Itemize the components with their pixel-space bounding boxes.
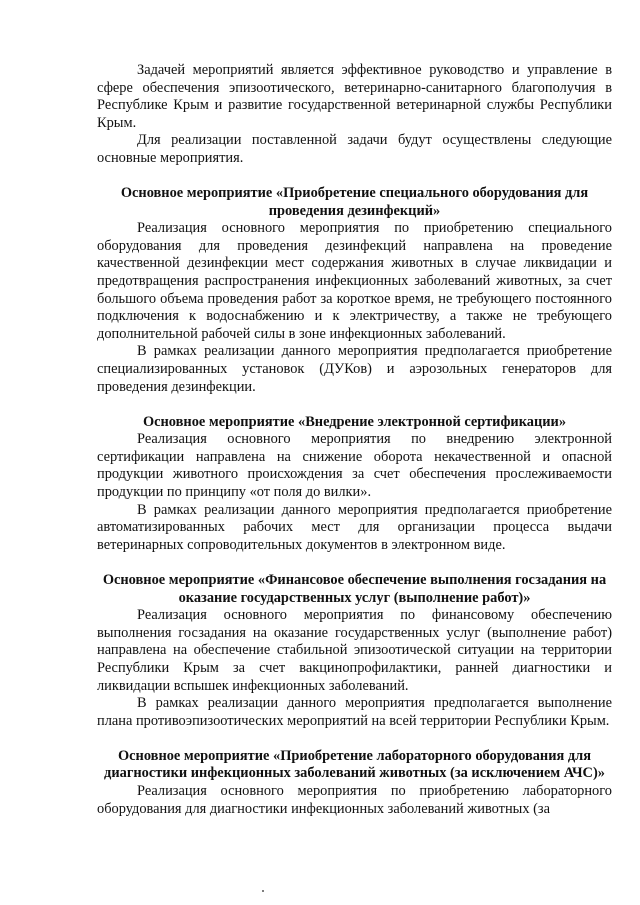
spacer: [97, 730, 612, 748]
intro-paragraph-2: Для реализации поставленной задачи будут осуществлены следующие основные мероприятия.: [97, 132, 612, 166]
spacer: [97, 396, 612, 414]
section-paragraph: В рамках реализации данного мероприятия предполагается приобретение автоматизированных рабочих мест для организации процесса выдачи ветеринарных сопроводительных документов в электронном виде.: [97, 501, 612, 553]
intro-paragraph-1: Задачей мероприятий является эффективное руководство и управление в сфере обеспечения эпизоотического, ветеринарно-санитарного благополучия в Республике Крым и развитие государственной ветеринарной службы Республики Крым.: [97, 62, 612, 131]
section-heading-disinfection-equipment: Основное мероприятие «Приобретение специального оборудования для проведения дезинфекций»: [120, 185, 589, 219]
section-paragraph: Реализация основного мероприятия по приобретению специального оборудования для проведения дезинфекций направлена на проведение качественной дезинфекции мест содержания животных в случае ликвидации и предотвращения распространения инфекционных заболеваний животных, за счет большого объема проведения работ за короткое время, не требующего постоянного подключения к водоснабжению и к электричеству, а также не требующего дополнительной рабочей силы в зоне инфекционных заболеваний.: [97, 220, 612, 342]
section-heading-electronic-certification: Основное мероприятие «Внедрение электронной сертификации»: [142, 413, 567, 430]
section-paragraph: Реализация основного мероприятия по финансовому обеспечению выполнения госзадания на оказание государственных услуг (выполнение работ) направлена на обеспечение стабильной эпизоотической ситуации на территории Республики Крым за счет вакцинопрофилактики, ранней диагностики и ликвидации вспышек инфекционных заболеваний.: [97, 607, 612, 694]
section-paragraph: В рамках реализации данного мероприятия предполагается приобретение специализированных установок (ДУКов) и аэрозольных генераторов для проведения дезинфекции.: [97, 343, 612, 395]
section-heading-state-assignment-funding: Основное мероприятие «Финансовое обеспечение выполнения госзадания на оказание государственных услуг (выполнение работ)»: [102, 571, 607, 606]
section-paragraph: В рамках реализации данного мероприятия предполагается выполнение плана противоэпизоотических мероприятий на всей территории Республики Крым.: [97, 695, 612, 729]
scan-speck: [262, 890, 264, 892]
section-heading-laboratory-equipment: Основное мероприятие «Приобретение лабораторного оборудования для диагностики инфекционных заболеваний животных (за исключением АЧС)»: [104, 747, 605, 782]
section-paragraph: Реализация основного мероприятия по приобретению лабораторного оборудования для диагностики инфекционных заболеваний животных (за: [97, 782, 612, 817]
section-paragraph: Реализация основного мероприятия по внедрению электронной сертификации направлена на снижение оборота некачественной и опасной продукции животного происхождения за счет обеспечения прослеживаемости продукции по принципу «от поля до вилки».: [97, 431, 612, 501]
spacer: [97, 554, 612, 572]
spacer: [97, 168, 612, 186]
